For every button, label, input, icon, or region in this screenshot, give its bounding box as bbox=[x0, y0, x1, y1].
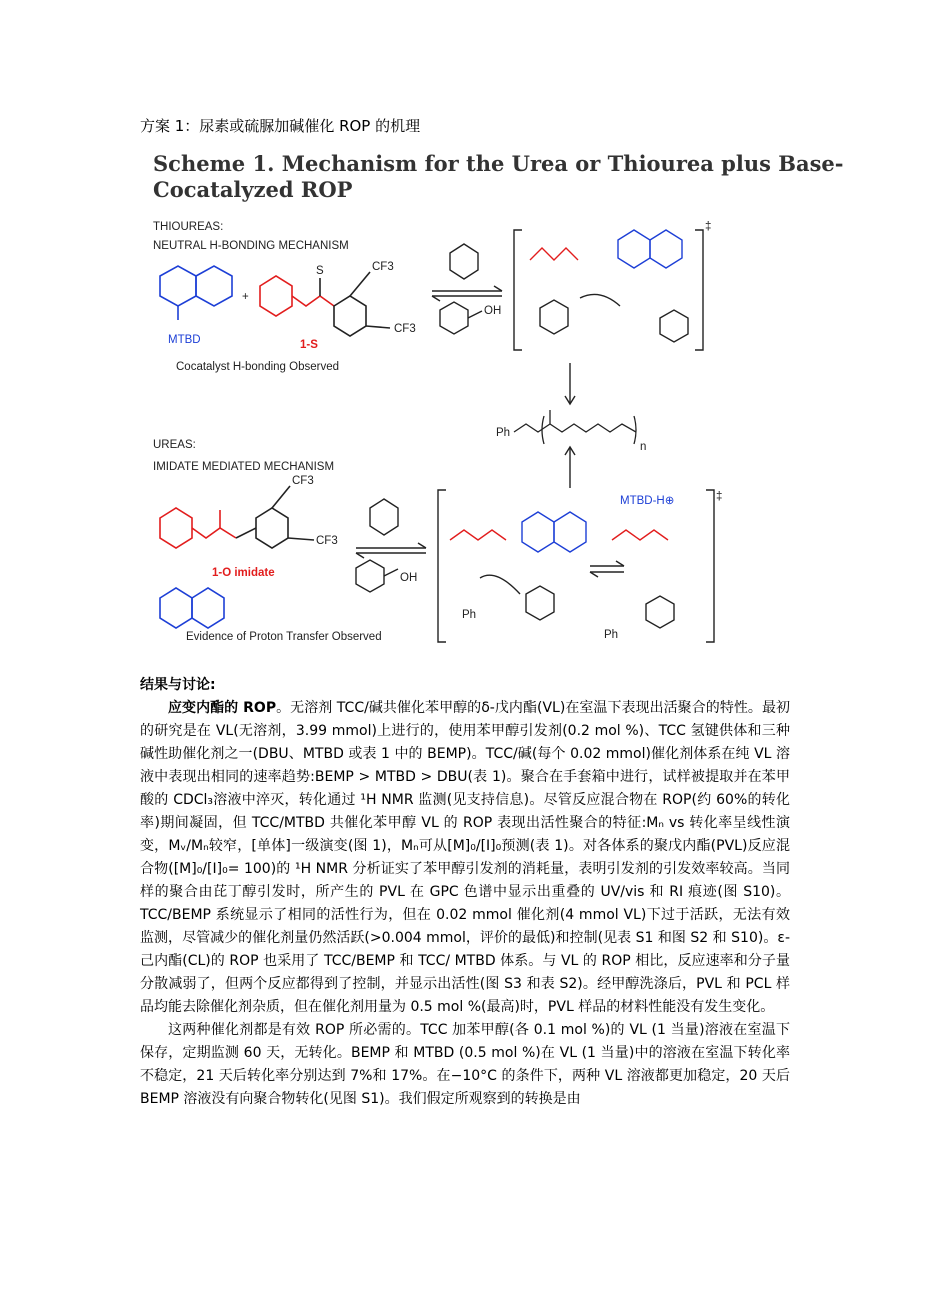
scheme-caption: 方案 1：尿素或硫脲加碱催化 ROP 的机理 bbox=[140, 117, 421, 135]
evidence-label: Evidence of Proton Transfer Observed bbox=[186, 631, 382, 643]
urea-1o-label: 1-O imidate bbox=[212, 567, 275, 579]
thioureas-label: THIOUREAS: bbox=[153, 221, 224, 233]
ureas-label: UREAS: bbox=[153, 439, 196, 451]
scheme-title-line2: Cocatalyzed ROP bbox=[153, 177, 353, 202]
product-n: n bbox=[640, 441, 647, 453]
svg-text:S: S bbox=[316, 265, 324, 277]
thiourea-1s-structure bbox=[260, 272, 390, 336]
mtbd-label: MTBD bbox=[168, 334, 201, 346]
reaction-arrows bbox=[565, 363, 575, 488]
paragraph-1 bbox=[140, 697, 790, 1019]
cocatalyst-label: Cocatalyst H-bonding Observed bbox=[176, 361, 339, 373]
body-text bbox=[140, 674, 790, 1111]
svg-text:+: + bbox=[242, 291, 249, 303]
svg-text:Ph: Ph bbox=[462, 609, 477, 621]
cf3-label: CF3 bbox=[372, 261, 394, 273]
dagger-bottom: ‡ bbox=[716, 491, 723, 503]
svg-text:CF3: CF3 bbox=[394, 323, 416, 335]
svg-text:Ph: Ph bbox=[604, 629, 619, 641]
svg-text:OH: OH bbox=[400, 572, 418, 584]
dagger-top: ‡ bbox=[705, 221, 712, 233]
scheme-figure bbox=[150, 148, 844, 656]
neutral-mechanism-label: NEUTRAL H-BONDING MECHANISM bbox=[153, 240, 349, 252]
svg-text:CF3: CF3 bbox=[316, 535, 338, 547]
polymer-product bbox=[514, 410, 636, 444]
transition-state-bottom bbox=[438, 490, 714, 642]
paragraph-1-body: 。无溶剂 TCC/碱共催化苯甲醇的δ-戊内酯(VL)在室温下表现出活聚合的特性。最初的研究是在 VL(无溶剂，3.99 mmol)上进行的，使用苯甲醇引发剂(0.2 mol %)、TCC 氢键供体和三种碱性助催化剂之一(DBU、MTBD 或表 1 中的 BEMP)。TCC/碱(每个 0.02 mmol)催化剂体系在纯 VL 溶液中表现出相同的速率趋势:BEMP > MTBD > DBU(表 1)。聚合在手套箱中进行，试样被提取并在苯甲酸的 CDCl₃溶液中淬灭，转化通过 ¹H NMR 监测(见支持信息)。尽管反应混合物在 ROP(约 60%的转化率)期间凝固，但 TCC/MTBD 共催化苯甲醇 VL 的 ROP 表现出活性聚合的特征:Mₙ vs 转化率呈线性演变，Mᵥ/Mₙ较窄，[单体]一级演变(图 1)，Mₙ可从[M]₀/[I]₀预测(表 1)。对各体系的聚戊内酯(PVL)反应混合物([M]₀/[I]₀= 100)的 ¹H NMR 分析证实了苯甲醇引发剂的消耗量，表明引发剂的引发效率较高。当同样的聚合由芘丁醇引发时，所产生的 PVL 在 GPC 色谱中显示出重叠的 UV/vis 和 RI 痕迹(图 S10)。TCC/BEMP 系统显示了相同的活性行为，但在 0.02 mmol 催化剂(4 mmol VL)下过于活跃，无法有效监测，尽管减少的催化剂量仍然活跃(>0.004 mmol，评价的最低)和控制(见表 S1 和图 S2 和 S10)。ε-己内酯(CL)的 ROP 也采用了 TCC/BEMP 和 TCC/ MTBD 体系。与 VL 的 ROP 相比，反应速率和分子量分散减弱了，但两个反应都得到了控制，并显示出活性(图 S3 和表 S2)。经甲醇洗涤后，PVL 和 PCL 样品均能去除催化剂杂质，但在催化剂用量为 0.5 mol %(最高)时，PVL 样品的材料性能没有发生变化。 bbox=[140, 700, 790, 1015]
mtbd-structure bbox=[160, 266, 232, 320]
imidate-mechanism-label: IMIDATE MEDIATED MECHANISM bbox=[153, 461, 335, 473]
equilibrium-arrow-top bbox=[432, 244, 502, 334]
paragraph-2: 这两种催化剂都是有效 ROP 所必需的。TCC 加苯甲醇(各 0.1 mol %)的 VL (1 当量)溶液在室温下保存，定期监测 60 天，无转化。BEMP 和 MTBD (0.5 mol %)在 VL (1 当量)中的溶液在室温下转化率不稳定，21 天后转化率分别达到 7%和 17%。在−10°C 的条件下，两种 VL 溶液都更加稳定，20 天后 BEMP 溶液没有向聚合物转化(见图 S1)。我们假定所观察到的转换是由 bbox=[140, 1022, 790, 1107]
paragraph-1-lead: 应变内酯的 ROP bbox=[168, 700, 277, 716]
mtbd-h-label: MTBD-H⊕ bbox=[620, 495, 675, 507]
svg-text:OH: OH bbox=[484, 305, 502, 317]
urea-1o-structure bbox=[160, 486, 314, 628]
svg-text:CF3: CF3 bbox=[292, 475, 314, 487]
transition-state-top bbox=[514, 230, 703, 350]
product-ph: Ph bbox=[496, 427, 511, 439]
scheme-title-line1: Scheme 1. Mechanism for the Urea or Thiourea plus Base- bbox=[153, 151, 844, 176]
thiourea-1s-label: 1-S bbox=[300, 339, 318, 351]
section-title: 结果与讨论: bbox=[140, 677, 216, 693]
